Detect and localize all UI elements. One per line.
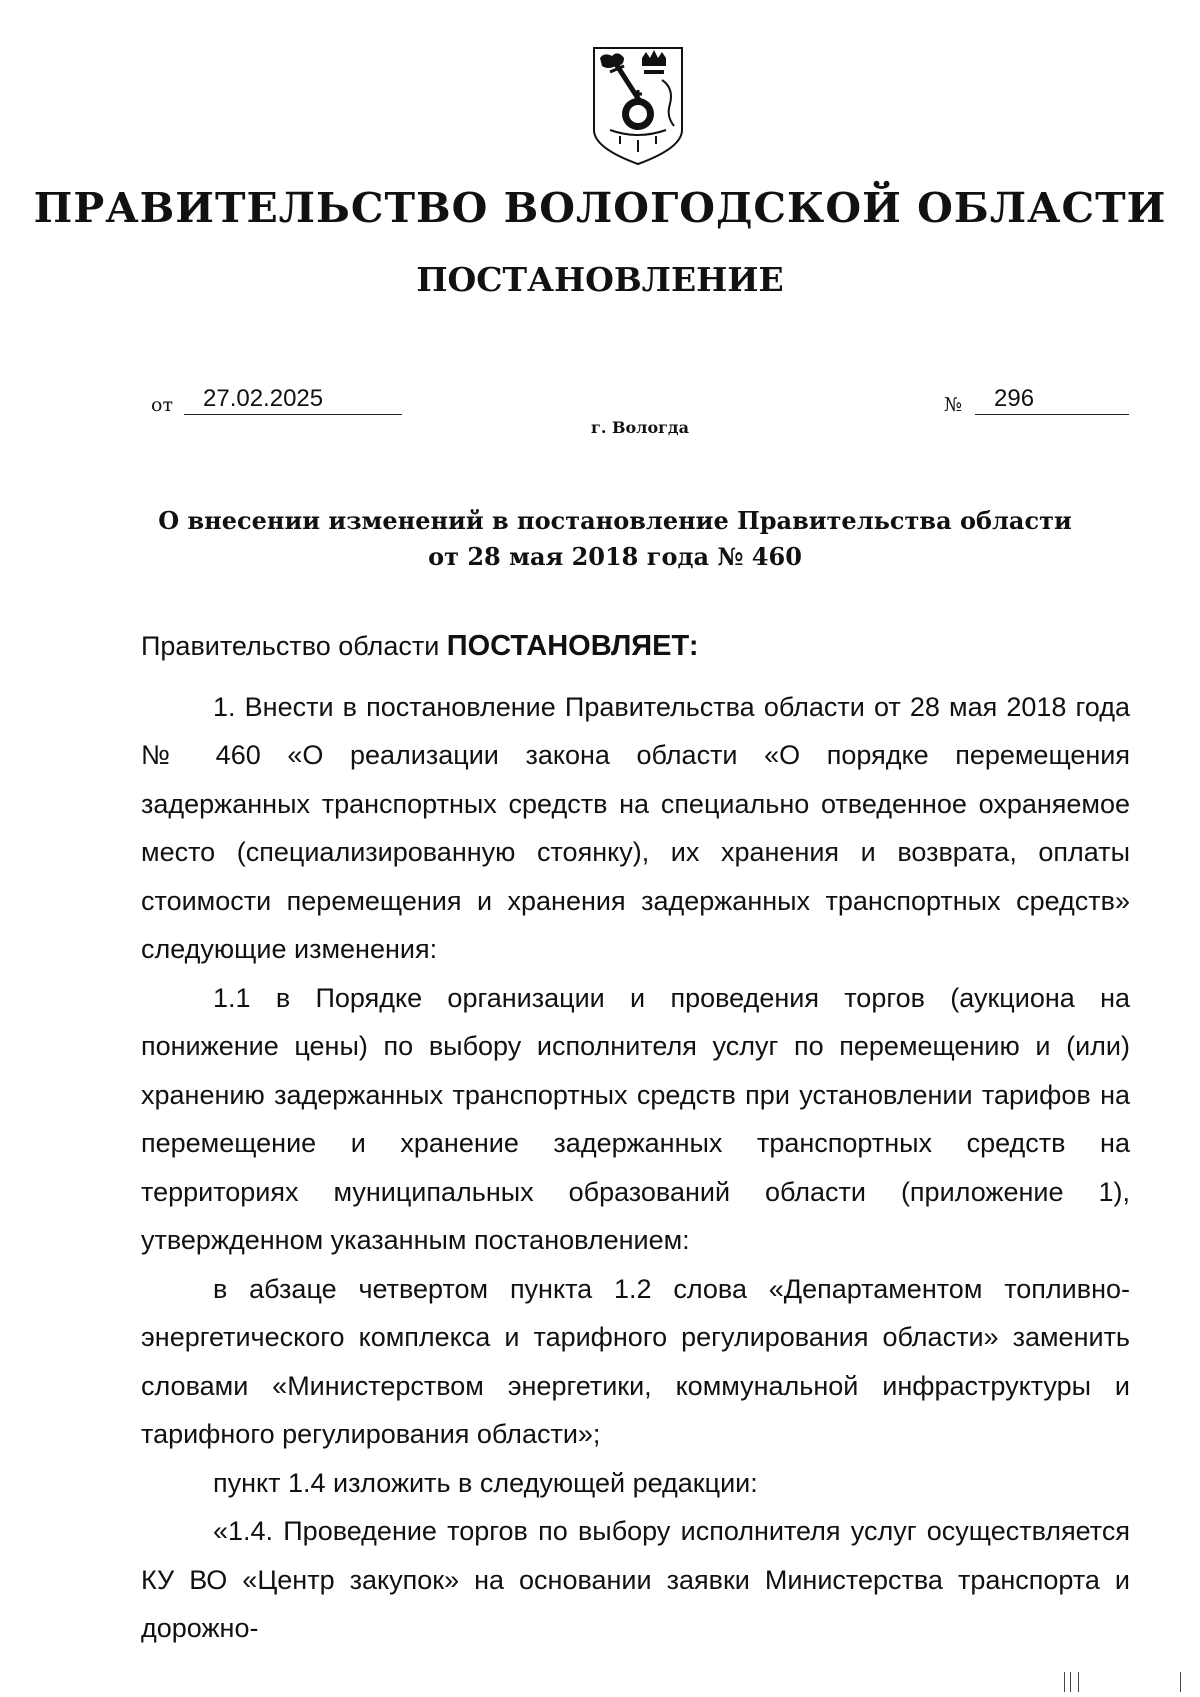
subject-line-2: от 28 мая 2018 года № 460 [428, 542, 802, 571]
resolve-paragraph [141, 622, 1130, 671]
resolve-verb: ПОСТАНОВЛЯЕТ [446, 630, 689, 662]
scan-mark [1180, 1672, 1181, 1692]
date-underline [184, 414, 402, 415]
paragraph-1-4-text: «1.4. Проведение торгов по выбору исполнителя услуг осуществляется КУ ВО «Центр закупок» на основании заявки Министерства транспорта и дорожно- [141, 1516, 1130, 1643]
resolve-prefix: Правительство области [141, 631, 447, 661]
scan-mark [1064, 1672, 1065, 1692]
paragraph-1: 1. Внести в постановление Правительства области от 28 мая 2018 года № 460 «О реализации закона области «О порядке перемещения задержанных транспортных средств на специально отведенное охраняемое место (специализированную стоянку), их хранения и возврата, оплаты стоимости перемещения и хранения задержанных транспортных средств» следующие изменения: [141, 691, 1130, 964]
paragraph-abzac: в абзаце четвертом пункта 1.2 слова «Департаментом топливно-энергетического комплекса и тарифного регулирования области» заменить словами «Министерством энергетики, коммунальной инфраструктуры и тарифного регулирования области»; [141, 1273, 1130, 1449]
number-underline [975, 414, 1129, 415]
document-type-title: ПОСТАНОВЛЕНИЕ [416, 260, 784, 299]
date-label: от [151, 394, 173, 416]
subject-line-1: О внесении изменений в постановление Правительства области [158, 506, 1072, 535]
city-label: г. Вологда [591, 418, 689, 437]
document-subject [0, 503, 1200, 575]
resolve-suffix: : [688, 630, 699, 662]
number-value: 296 [994, 385, 1035, 412]
organization-title: ПРАВИТЕЛЬСТВО ВОЛОГОДСКОЙ ОБЛАСТИ [33, 184, 1167, 232]
paragraph-1-1: 1.1 в Порядке организации и проведения торгов (аукциона на понижение цены) по выбору исполнителя услуг по перемещению и (или) хранению задержанных транспортных средств при установлении тарифов на перемещение и хранение задержанных транспортных средств на территориях муниципальных образований области (приложение 1), утвержденном указанным постановлением: [141, 982, 1130, 1255]
number-label: № [944, 394, 962, 416]
paragraph-punkt-1-4: пункт 1.4 изложить в следующей редакции: [213, 1467, 758, 1498]
date-value: 27.02.2025 [203, 385, 324, 412]
scan-mark [1078, 1672, 1079, 1692]
document-body [141, 622, 1130, 1653]
coat-of-arms-icon [590, 44, 686, 166]
scan-mark [1070, 1672, 1071, 1692]
